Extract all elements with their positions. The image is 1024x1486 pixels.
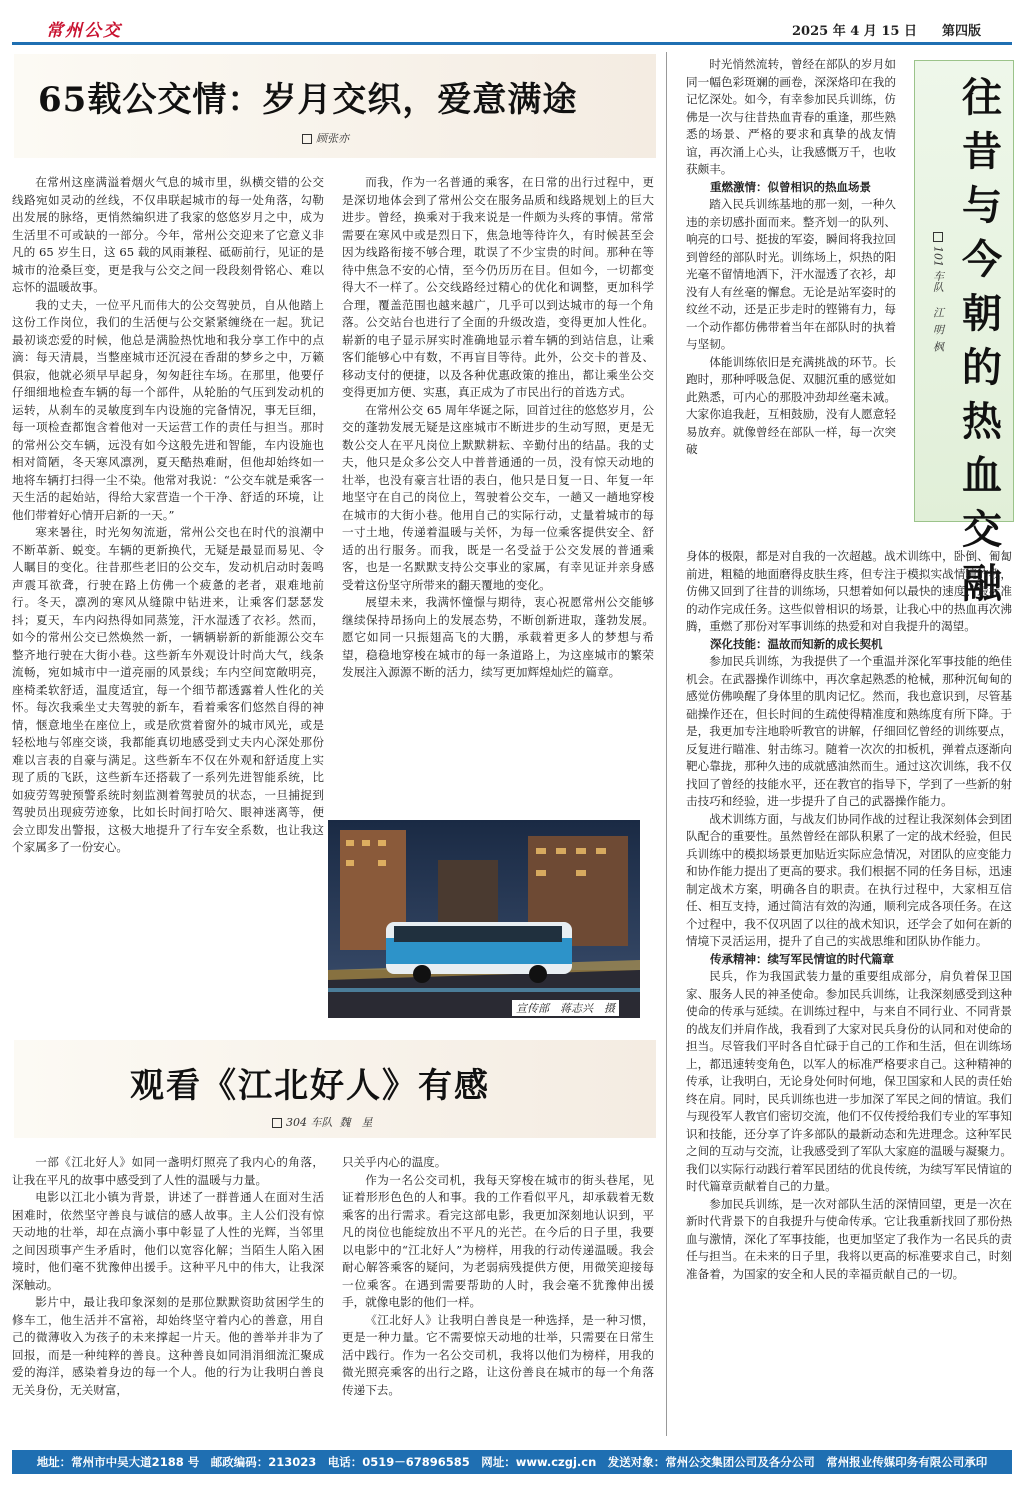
paragraph: 影片中，最让我印象深刻的是那位默默资助贫困学生的修车工，他生活并不富裕，却始终坚守着内心的善意，用自己的微薄收入为孩子的未来撑起一片天。他的善举并非为了回报，而是一种纯粹的善良。这种善良如同涓涓细流汇聚成爱的海洋，感染着身边的每一个人。他的行为让我明白善良无关身份，无关财富， bbox=[12, 1295, 324, 1397]
issue-date: 2025 年 4 月 15 日 bbox=[792, 24, 917, 39]
paragraph: 电影以江北小镇为背景，讲述了一群普通人在面对生活困难时，依然坚守善良与诚信的感人故事。主人公们没有惊天动地的壮举，却在点滴小事中彰显了人性的光辉，当邻里之间因琐事产生矛盾时，他们以宽容化解；当陌生人陷入困境时，他们毫不犹豫伸出援手。这种平凡中的伟大，让我深深触动。 bbox=[12, 1190, 324, 1292]
paragraph: 参加民兵训练，是一次对部队生活的深情回望，更是一次在新时代背景下的自我提升与使命传承。它让我重新找回了那份热血与激情，深化了军事技能，也更加坚定了我作为一名民兵的责任与担当。在未来的日子里，我将以更高的标准要求自己，时刻准备着，为国家的安全和人民的幸福贡献自己的一切。 bbox=[686, 1196, 1012, 1281]
article1-byline bbox=[302, 130, 349, 146]
article1-column-2 bbox=[342, 174, 654, 682]
article1-column-1 bbox=[12, 174, 324, 857]
article2-title-box bbox=[14, 1040, 656, 1138]
paper-logo: 常州公交 bbox=[46, 21, 122, 41]
article3-intro: 时光悄然流转，曾经在部队的岁月如同一幅色彩斑斓的画卷，深深烙印在我的记忆深处。如今，有幸参加民兵训练，仿佛是一次与往昔热血青春的重逢，那些熟悉的场景、严格的要求和真挚的战友情谊，再次涌上心头，让我感慨万千，也收获颇丰。 bbox=[686, 57, 896, 176]
paragraph: 在常州这座满溢着烟火气息的城市里，纵横交错的公交线路宛如灵动的丝线，不仅串联起城市的每一处角落，勾勒出发展的脉络，更悄然编织进了我家的悠悠岁月之中，成为生活里不可或缺的一部分。今年，常州公交迎来了它意义非凡的 65 岁生日，这 65 载的风雨兼程、砥砺前行，见证的是城市的沧桑巨变，更是我与公交之间一段段刻骨铭心、难以忘怀的温暖故事。 bbox=[12, 175, 324, 294]
paragraph: 作为一名公交司机，我每天穿梭在城市的街头巷尾，见证着形形色色的人和事。我的工作看似平凡，却承载着无数乘客的出行需求。看完这部电影，我更加深刻地认识到，平凡的岗位也能绽放出不平凡的光芒。在今后的日子里，我要以电影中的“江北好人”为榜样，用我的行动传递温暖。我会耐心解答乘客的疑问，为老弱病残提供方便，用微笑迎接每一位乘客。在遇到需要帮助的人时，我会毫不犹豫伸出援手，就像电影的他们一样。 bbox=[342, 1172, 654, 1309]
paragraph: 我的丈夫，一位平凡而伟大的公交驾驶员，自从他踏上这份工作岗位，我们的生活便与公交紧紧缠绕在一起。犹记最初谈恋爱的时候，他总是满脸热忱地和我分享工作中的点滴：每天清晨，当整座城市还沉浸在香甜的梦乡之中，万籁俱寂，他就必须早早起身，匆匆赶往车场。在那里，他要仔仔细细地检查车辆的每一个部件，从轮胎的气压到发动机的运转，从刹车的灵敏度到车内设施的完备情况，事无巨细，每一项检查都饱含着他对一天运营工作的责任与担当。那时的常州公交车辆，远没有如今这般先进和智能，车内设施也相对简陋，冬天寒风凛冽，夏天酷热难耐，但他却始终如一地将车辆打扫得一尘不染。他常对我说：“公交车就是乘客一天生活的起始站，得给大家营造一个干净、舒适的环境，让他们带着好心情开启新的一天。” bbox=[12, 297, 324, 522]
footer-text: 地址：常州市中吴大道2188 号 邮政编码：213023 电话：0519－67896585 网址：www.czgj.cn 发送对象：常州公交集团公司及各分公司 常州报业传媒印务有限公司承印 bbox=[36, 1455, 988, 1469]
section-heading: 重燃激情：似曾相识的热血场景 bbox=[710, 179, 871, 194]
paragraph: 一部《江北好人》如同一盏明灯照亮了我内心的角落，让我在平凡的故事中感受到了人性的温暖与力量。 bbox=[12, 1155, 324, 1187]
article3-narrow-column bbox=[686, 56, 896, 459]
article3-author: 江明枫 bbox=[931, 306, 945, 358]
article3-wide-column bbox=[686, 548, 1012, 1283]
bus-photo bbox=[328, 820, 640, 1018]
paragraph: 踏入民兵训练基地的那一刻，一种久违的亲切感扑面而来。整齐划一的队列、响亮的口号、挺拔的军姿，瞬间将我拉回到曾经的部队时光。训练场上，炽热的阳光毫不留情地洒下，汗水湿透了衣衫，却没有人有丝毫的懈怠。无论是站军姿时的纹丝不动，还是正步走时的铿锵有力，每一个动作都仿佛带着当年在部队时的执着与坚韧。 bbox=[686, 197, 896, 351]
footer-bar bbox=[12, 1450, 1012, 1474]
article3-title: 往昔与今朝的热血交融 bbox=[962, 74, 1002, 607]
article2-title: 观看《江北好人》有感 bbox=[130, 1066, 490, 1106]
article3-byline bbox=[925, 231, 951, 362]
article2-column-2 bbox=[342, 1154, 654, 1399]
article1-author: 顾张亦 bbox=[316, 132, 349, 145]
paragraph: 战术训练方面，与战友们协同作战的过程让我深刻体会到团队配合的重要性。虽然曾经在部队积累了一定的战术经验，但民兵训练中的模拟场景更加贴近实际应急情况，对团队的应变能力和协作能力提出了更高的要求。我们根据不同的任务目标，迅速制定战术方案，明确各自的职责。在执行过程中，大家相互信任、相互支持，通过简洁有效的沟通，顺利完成各项任务。在这个过程中，我不仅巩固了以往的战术知识，还学会了如何在新的情境下灵活运用，提升了自己的实战思维和团队协作能力。 bbox=[686, 811, 1012, 948]
article1-title-box bbox=[14, 54, 656, 158]
article2-column-1 bbox=[12, 1154, 324, 1399]
photo-caption: 宣传部 蒋志兴 摄 bbox=[512, 1000, 619, 1016]
article3-unit: 101 车队 bbox=[931, 246, 945, 293]
section-heading: 深化技能：温故而知新的成长契机 bbox=[710, 636, 883, 651]
paragraph: 体能训练依旧是充满挑战的环节。长跑时，那种呼吸急促、双腿沉重的感觉如此熟悉，可内心的那股冲劲却丝毫未减。大家你追我赶，互相鼓励，没有人愿意轻易放弃。就像曾经在部队一样，每一次突破 bbox=[686, 354, 896, 456]
square-icon bbox=[302, 134, 312, 144]
paragraph: 寒来暑往，时光匆匆流逝，常州公交也在时代的浪潮中不断革新、蜕变。车辆的更新换代，无疑是最显而易见、令人瞩目的变化。往昔那些老旧的公交车，发动机启动时轰鸣声震耳欲聋，行驶在路上仿佛一个疲惫的老者，艰难地前行。冬天，凛冽的寒风从缝隙中钻进来，让乘客们瑟瑟发抖；夏天，车内闷热得如同蒸笼，汗水湿透了衣衫。然而，如今的常州公交已然焕然一新，一辆辆崭新的新能源公交车整齐地行驶在大街小巷。这些新车外观设计时尚大气，线条流畅，宛如城市中一道亮丽的风景线；车内空间宽敞明亮，座椅柔软舒适，温度适宜，每一个细节都透露着人性化的关怀。每次我乘坐丈夫驾驶的新车，看着乘客们悠然自得的神情，惬意地坐在座位上，或是欣赏着窗外的城市风光，或是轻松地与邻座交谈，我都能真切地感受到丈夫内心深处那份难以言表的自豪与满足。这些新车不仅在外观和舒适度上实现了质的飞跃，这些新车还搭载了一系列先进智能系统，比如疲劳驾驶预警系统时刻监测着驾驶员的状态，一旦捕捉到驾驶员出现疲劳迹象，比如长时间打哈欠、眼神迷离等，便会立即发出警报，这极大地提升了行车安全系数，也让我这个家属多了一份安心。 bbox=[12, 525, 324, 854]
paragraph: 民兵，作为我国武装力量的重要组成部分，肩负着保卫国家、服务人民的神圣使命。参加民兵训练，让我深刻感受到这种使命的传承与延续。在训练过程中，与来自不同行业、不同背景的战友们并肩作战，我看到了大家对民兵身份的认同和对使命的担当。尽管我们平时各自忙碌于自己的工作和生活，但在训练场上，都迅速转变角色，以军人的标准严格要求自己。这种精神的传承，让我明白，无论身处何时何地，保卫国家和人民的责任始终在肩。同时，民兵训练也进一步加深了军民之间的情谊。我们与现役军人教官们密切交流，他们不仅传授给我们专业的军事知识和技能，还分享了许多部队的最新动态和先进理念。这种军民之间的互动与交流，让我感受到了军队大家庭的温暖与凝聚力。我们以实际行动践行着军民团结的优良传统，为续写军民情谊的时代篇章贡献着自己的力量。 bbox=[686, 969, 1012, 1193]
masthead bbox=[12, 14, 1012, 42]
edition-label: 第四版 bbox=[942, 24, 982, 39]
paragraph: 在常州公交 65 周年华诞之际，回首过往的悠悠岁月，公交的蓬勃发展无疑是这座城市不断进步的生动写照，更是无数公交人在平凡岗位上默默耕耘、辛勤付出的结晶。我的丈夫，他只是众多公交人中普普通通的一员，没有惊天动地的壮举，也没有豪言壮语的表白，他只是日复一日、年复一年地坚守在自己的岗位上，驾驶着公交车，一趟又一趟地穿梭在城市的大街小巷。他用自己的实际行动，丈量着城市的每一寸土地，传递着温暖与关怀，为每一位乘客提供安全、舒适的出行服务。而我，既是一名受益于公交发展的普通乘客，也是一名默默支持公交事业的家属，有幸见证并亲身感受着这份坚守所带来的翻天覆地的变化。 bbox=[342, 402, 654, 592]
section-heading: 传承精神：续写军民情谊的时代篇章 bbox=[710, 951, 894, 966]
column-divider bbox=[666, 52, 667, 1436]
bus-photo-image bbox=[328, 820, 640, 1018]
article2-author: 魏 星 bbox=[339, 1116, 373, 1129]
article1-title: 65载公交情：岁月交织，爱意满途 bbox=[38, 80, 578, 120]
square-icon bbox=[933, 232, 943, 242]
paragraph: 只关乎内心的温度。 bbox=[342, 1155, 447, 1169]
paragraph: 而我，作为一名普通的乘客，在日常的出行过程中，更是深切地体会到了常州公交在服务品质和线路规划上的巨大进步。曾经，换乘对于我来说是一件颇为头疼的事情。常常需要在寒风中或是烈日下，焦急地等待许久，有时候甚至会因为线路衔接不够合理，耽误了不少宝贵的时间。那种在等待中焦急不安的心情，至今仍历历在目。但如今，一切都变得大不一样了。公交线路经过精心的优化和调整，更加科学合理，覆盖范围也越来越广，几乎可以到达城市的每一个角落。公交站台也进行了全面的升级改造，变得更加人性化。崭新的电子显示屏实时准确地显示着车辆的到站信息，让乘客们能够心中有数，不再盲目等待。此外，公交卡的普及、移动支付的便捷，以及各种优惠政策的推出，都让乘坐公交变得更加方便、实惠，真正成为了市民出行的首选方式。 bbox=[342, 175, 654, 399]
article3-title-box bbox=[914, 60, 1014, 607]
paragraph: 《江北好人》让我明白善良是一种选择，是一种习惯，更是一种力量。它不需要惊天动地的壮举，只需要在日常生活中践行。作为一名公交司机，我将以他们为榜样，用我的微光照亮乘客的出行之路，让这份善良在城市的每一个角落传递下去。 bbox=[342, 1312, 654, 1397]
header-rule bbox=[12, 42, 1012, 45]
article2-unit: 304 车队 bbox=[286, 1116, 333, 1129]
article2-byline bbox=[272, 1114, 373, 1130]
paragraph: 展望未来，我满怀憧憬与期待，衷心祝愿常州公交能够继续保持昂扬向上的发展态势，不断创新进取，蓬勃发展。愿它如同一只振翅高飞的大鹏，承载着更多人的梦想与希望，稳稳地穿梭在城市的每一条道路上，为这座城市的繁荣发展注入源源不断的活力，续写更加辉煌灿烂的篇章。 bbox=[342, 595, 654, 679]
square-icon bbox=[272, 1118, 282, 1128]
paragraph: 参加民兵训练，为我提供了一个重温并深化军事技能的绝佳机会。在武器操作训练中，再次拿起熟悉的枪械，那种沉甸甸的感觉仿佛唤醒了身体里的肌肉记忆。然而，我也意识到，尽管基础操作还在，但长时间的生疏使得精准度和熟练度有所下降。于是，我更加专注地聆听教官的讲解，仔细回忆曾经的训练要点，反复进行瞄准、射击练习。随着一次次的扣板机，弹着点逐渐向靶心靠拢，那种久违的成就感油然而生。通过这次训练，我不仅找回了曾经的技能水平，还在教官的指导下，学到了一些新的射击技巧和经验，进一步提升了自己的武器操作能力。 bbox=[686, 654, 1012, 808]
paragraph: 身体的极限，都是对自我的一次超越。战术训练中，卧倒、匍匐前进，粗糙的地面磨得皮肤生疼，但专注于模拟实战情境的我，仿佛又回到了往昔的训练场，只想着如何以最快的速度、最标准的动作完成任务。这些似曾相识的场景，让我心中的热血再次沸腾，重燃了那份对军事训练的热爱和对自我提升的渴望。 bbox=[686, 549, 1012, 633]
